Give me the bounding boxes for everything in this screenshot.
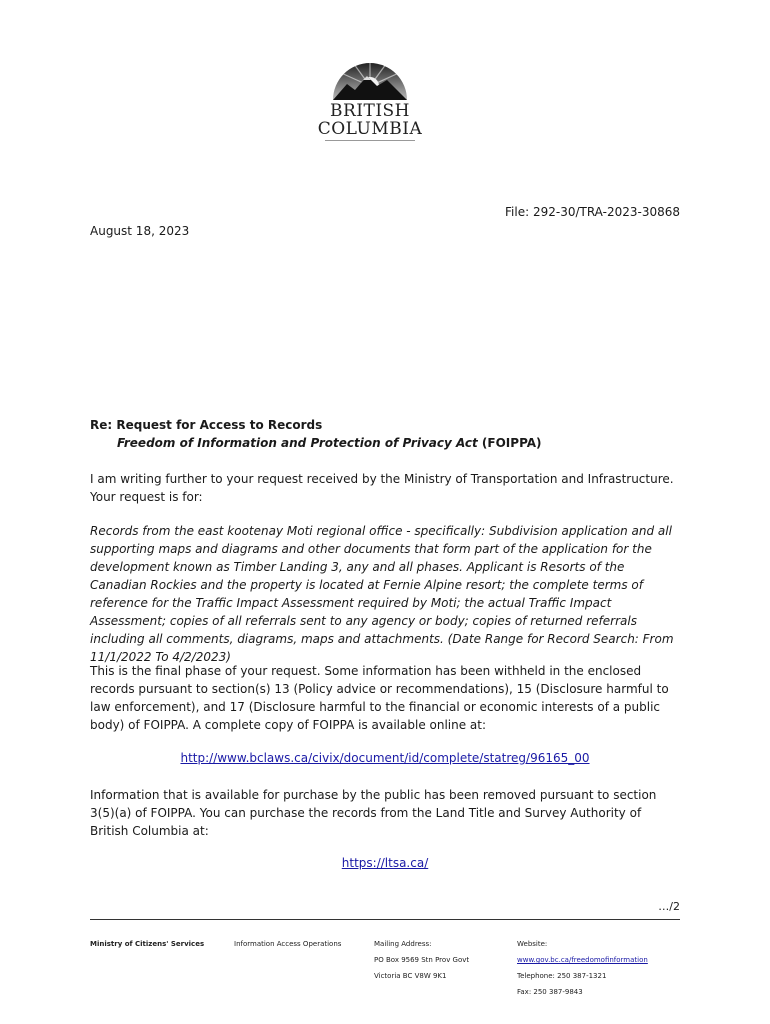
footer-office: Information Access Operations [234, 940, 342, 948]
mailing-label: Mailing Address: [374, 940, 432, 948]
letter-date: August 18, 2023 [90, 224, 190, 238]
sun-mountains-icon [329, 40, 411, 102]
file-number: File: 292-30/TRA-2023-30868 [505, 205, 680, 219]
act-name: Freedom of Information and Protection of Privacy Act [117, 436, 478, 450]
subject-re: Re: Request for Access to Records [90, 418, 323, 432]
logo-underline [325, 140, 415, 141]
subject-line [90, 416, 682, 452]
footer-contact [517, 936, 648, 1000]
request-description: Records from the east kootenay Moti regional office - specifically: Subdivision application and all supporting maps and diagrams and other documents that form part of the application for the development known as Timber Landing 3, any and all phases. Applicant is Resorts of the Canadian Rockies and the property is located at Fernie Alpine resort; the complete terms of reference for the Traffic Impact Assessment required by Moti; the actual Traffic Impact Assessment; copies of all referrals sent to any agency or body; copies of returned referrals including all comments, diagrams, maps and attachments. (Date Range for Record Search: From 11/1/2022 To 4/2/2023) [90, 524, 674, 664]
final-phase-paragraph: This is the final phase of your request. Some information has been withheld in the enclosed records pursuant to section(s) 13 (Policy advice or recommendations), 15 (Disclosure harmful to law enforcement), and 17 (Disclosure harmful to the financial or economic interests of a public body) of FOIPPA. A complete copy of FOIPPA is available online at: [90, 664, 669, 732]
act-abbrev: (FOIPPA) [477, 436, 542, 450]
fax: Fax: 250 387-9843 [517, 988, 583, 996]
telephone: Telephone: 250 387-1321 [517, 972, 607, 980]
ltsa-link-row [0, 856, 770, 870]
footer-divider [90, 919, 680, 920]
footer-mailing-address [374, 936, 469, 984]
logo-text-columbia: COLUMBIA [317, 119, 423, 139]
bc-government-logo [312, 40, 428, 148]
mailing-line2: Victoria BC V8W 9K1 [374, 972, 447, 980]
mailing-line1: PO Box 9569 Stn Prov Govt [374, 956, 470, 964]
bclaws-link-row [0, 751, 770, 765]
subject-act [90, 434, 682, 452]
bclaws-link[interactable]: http://www.bclaws.ca/civix/document/id/complete/statreg/96165_00 [180, 751, 590, 765]
purchase-paragraph: Information that is available for purchase by the public has been removed pursuant to section 3(5)(a) of FOIPPA. You can purchase the records from the Land Title and Survey Authority of British Columbia at: [90, 788, 657, 838]
intro-paragraph: I am writing further to your request received by the Ministry of Transportation and Infrastructure. Your request is for: [90, 472, 674, 504]
page-indicator: …/2 [658, 900, 680, 913]
ltsa-link[interactable]: https://ltsa.ca/ [341, 856, 429, 870]
footer-ministry: Ministry of Citizens' Services [90, 940, 205, 948]
logo-text-british: BRITISH [329, 101, 411, 121]
website-label: Website: [517, 940, 548, 948]
website-link[interactable]: www.gov.bc.ca/freedomofinformation [517, 956, 648, 964]
